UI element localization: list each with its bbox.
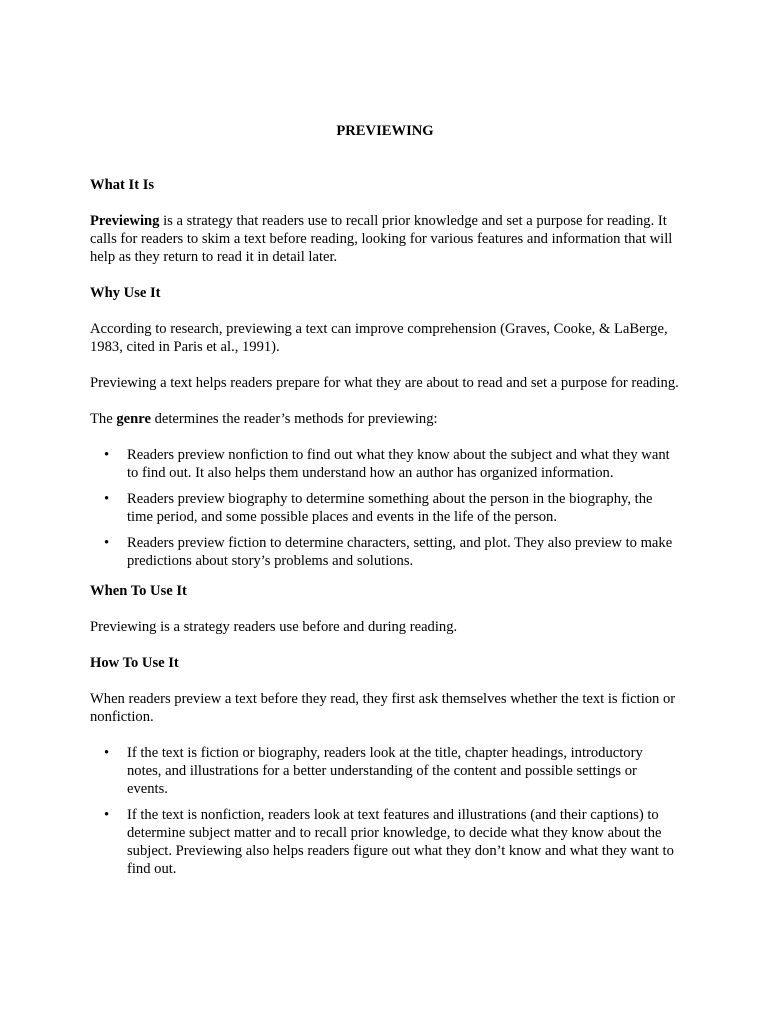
what-paragraph-text: is a strategy that readers use to recall prior knowledge and set a purpose for reading. It calls for readers to skim a text before reading, looking for various features and information that will help as they return to read it in detail later.	[90, 213, 673, 265]
list-item	[90, 744, 680, 798]
why-paragraph-genre	[90, 410, 680, 428]
document-page	[90, 122, 680, 890]
bullet-icon: •	[104, 447, 110, 463]
why-paragraph-research: According to research, previewing a text can improve comprehension (Graves, Cooke, & LaBerge, 1983, cited in Paris et al., 1991).	[90, 321, 668, 355]
heading-how-to-use-it: How To Use It	[90, 655, 179, 671]
list-item-text: If the text is fiction or biography, readers look at the title, chapter headings, introductory notes, and illustrations for a better understanding of the content and possible settings or events.	[127, 745, 643, 797]
list-item-text: Readers preview nonfiction to find out what they know about the subject and what they want to find out. It also helps them understand how an author has organized information.	[127, 447, 670, 481]
heading-when-to-use-it: When To Use It	[90, 583, 187, 599]
list-item	[90, 534, 680, 570]
list-item-text: If the text is nonfiction, readers look at text features and illustrations (and their captions) to determine subject matter and to recall prior knowledge, to decide what they know about the subject. Previewing also helps readers figure out what they don’t know and what they want to find out.	[127, 807, 674, 877]
what-paragraph	[90, 212, 680, 266]
genre-bullet-list	[90, 446, 680, 570]
list-item	[90, 446, 680, 482]
why-paragraph-prepare: Previewing a text helps readers prepare for what they are about to read and set a purpose for reading.	[90, 375, 679, 391]
bullet-icon: •	[104, 491, 110, 507]
how-bullet-list	[90, 744, 680, 878]
how-paragraph: When readers preview a text before they read, they first ask themselves whether the text is fiction or nonfiction.	[90, 691, 676, 725]
heading-what-it-is: What It Is	[90, 177, 155, 193]
bullet-icon: •	[104, 745, 110, 761]
list-item	[90, 490, 680, 526]
genre-text-post: determines the reader’s methods for previewing:	[150, 411, 438, 427]
when-paragraph: Previewing is a strategy readers use before and during reading.	[90, 619, 458, 635]
genre-term: genre	[116, 411, 151, 427]
list-item-text: Readers preview biography to determine something about the person in the biography, the time period, and some possible places and events in the life of the person.	[127, 491, 653, 525]
page-title: PREVIEWING	[336, 123, 434, 139]
heading-why-use-it: Why Use It	[90, 285, 161, 301]
bullet-icon: •	[104, 807, 110, 823]
previewing-term: Previewing	[90, 213, 160, 229]
bullet-icon: •	[104, 535, 110, 551]
list-item-text: Readers preview fiction to determine characters, setting, and plot. They also preview to make predictions about story’s problems and solutions.	[127, 535, 673, 569]
list-item	[90, 806, 680, 878]
genre-text-pre: The	[90, 411, 117, 427]
